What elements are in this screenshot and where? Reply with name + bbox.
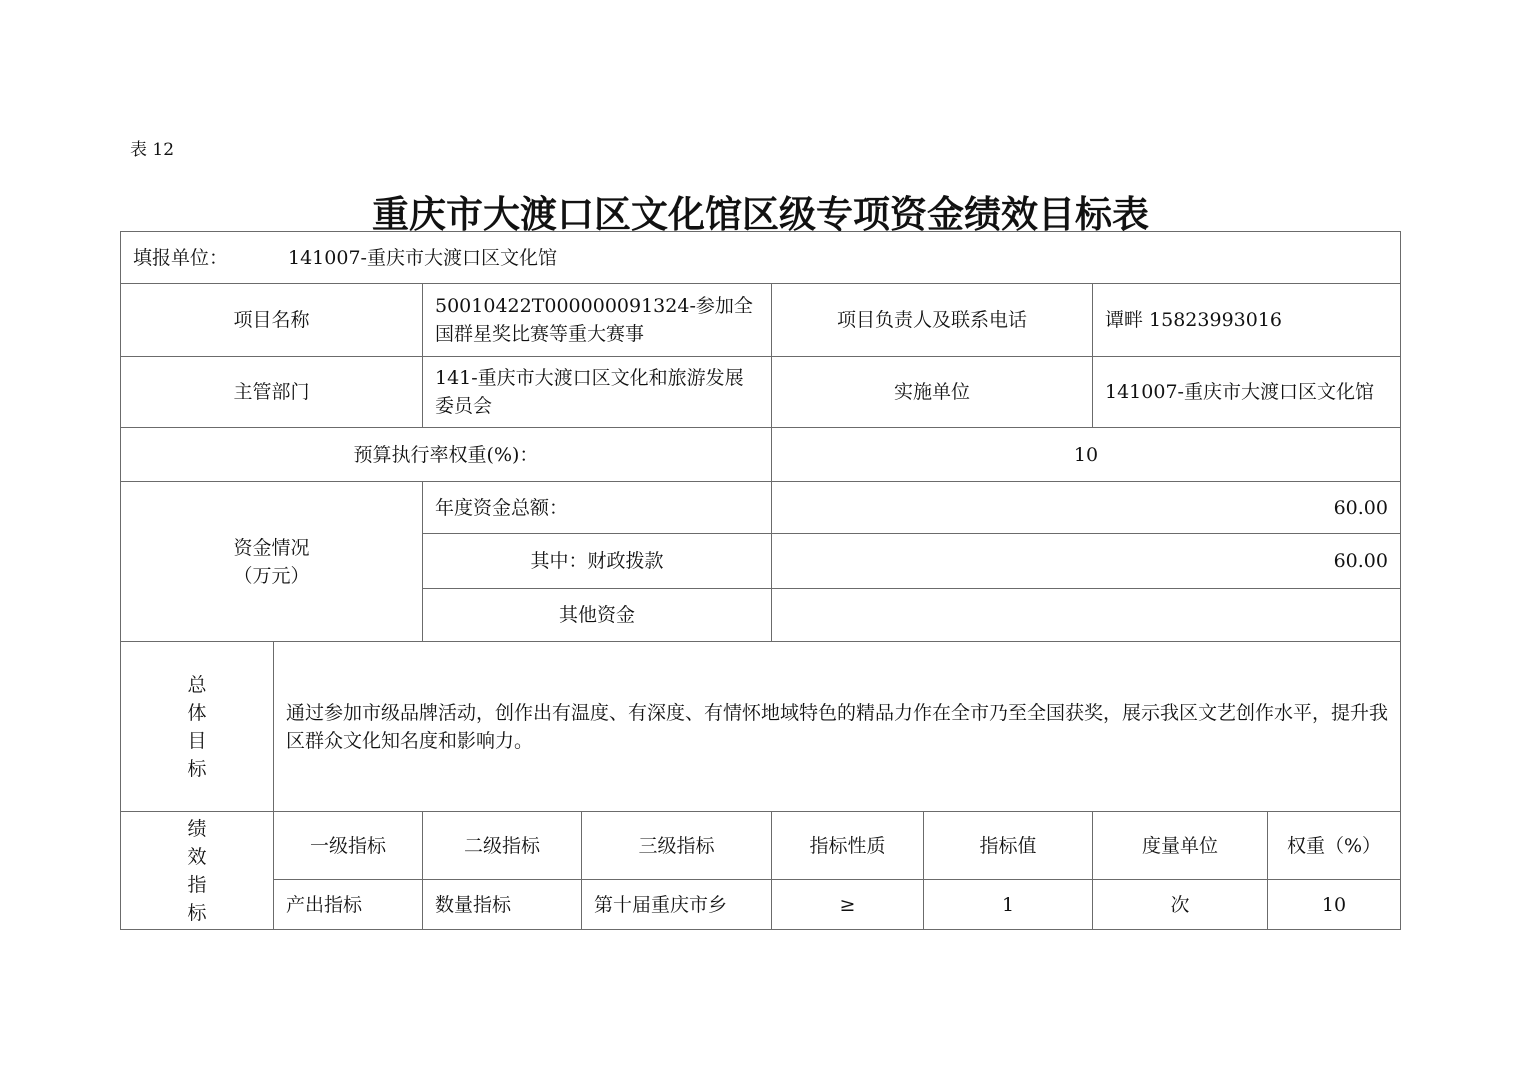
fiscal-allocation-value: 60.00 bbox=[771, 533, 1401, 589]
indicator-header: 三级指标 bbox=[581, 811, 772, 880]
document-title: 重庆市大渡口区文化馆区级专项资金绩效目标表 bbox=[372, 193, 1149, 236]
overall-goal-label-char: 体 bbox=[187, 701, 207, 724]
indicator-header: 度量单位 bbox=[1092, 811, 1268, 880]
performance-target-table bbox=[120, 231, 1401, 930]
performance-indicators-label-char: 效 bbox=[187, 845, 207, 868]
indicator-header: 指标值 bbox=[923, 811, 1093, 880]
indicator-cell: 次 bbox=[1092, 879, 1268, 930]
project-leader-label: 项目负责人及联系电话 bbox=[771, 283, 1093, 357]
indicator-header: 指标性质 bbox=[771, 811, 924, 880]
performance-indicators-label-char: 标 bbox=[187, 901, 207, 924]
overall-goal-label-char: 目 bbox=[187, 729, 207, 752]
budget-rate-value: 10 bbox=[771, 427, 1401, 482]
fiscal-allocation-label: 其中：财政拨款 bbox=[422, 533, 772, 589]
other-funds-value bbox=[771, 588, 1401, 642]
indicator-cell: 1 bbox=[923, 879, 1093, 930]
indicator-cell: 数量指标 bbox=[422, 879, 582, 930]
department-label: 主管部门 bbox=[120, 356, 423, 428]
funds-label-line2: （万元） bbox=[233, 564, 310, 587]
annual-total-label: 年度资金总额： bbox=[422, 481, 772, 534]
overall-goal-label bbox=[120, 641, 274, 812]
indicator-header: 权重（%） bbox=[1267, 811, 1401, 880]
project-name-label: 项目名称 bbox=[120, 283, 423, 357]
department-value: 141-重庆市大渡口区文化和旅游发展委员会 bbox=[422, 356, 772, 428]
overall-goal-label-char: 总 bbox=[187, 673, 207, 696]
reporting-unit-value: 141007-重庆市大渡口区文化馆 bbox=[288, 246, 557, 269]
indicator-cell: ≥ bbox=[771, 879, 924, 930]
indicator-cell: 第十届重庆市乡 bbox=[581, 879, 772, 930]
indicator-cell: 产出指标 bbox=[273, 879, 423, 930]
performance-indicators-label-char: 绩 bbox=[187, 817, 207, 840]
indicator-cell: 10 bbox=[1267, 879, 1401, 930]
performance-indicators-label-char: 指 bbox=[187, 873, 207, 896]
annual-total-value: 60.00 bbox=[771, 481, 1401, 534]
funds-label bbox=[120, 481, 423, 642]
project-name-value: 50010422T000000091324-参加全国群星奖比赛等重大赛事 bbox=[422, 283, 772, 357]
implementing-unit-label: 实施单位 bbox=[771, 356, 1093, 428]
indicator-header: 二级指标 bbox=[422, 811, 582, 880]
reporting-unit-row bbox=[120, 231, 1401, 284]
table-number: 表 12 bbox=[130, 140, 175, 160]
other-funds-label: 其他资金 bbox=[422, 588, 772, 642]
implementing-unit-value: 141007-重庆市大渡口区文化馆 bbox=[1092, 356, 1401, 428]
overall-goal-text: 通过参加市级品牌活动，创作出有温度、有深度、有情怀地域特色的精品力作在全市乃至全国获奖，展示我区文艺创作水平，提升我区群众文化知名度和影响力。 bbox=[273, 641, 1401, 812]
funds-label-line1: 资金情况 bbox=[233, 536, 310, 559]
indicator-header: 一级指标 bbox=[273, 811, 423, 880]
budget-rate-label: 预算执行率权重(%)： bbox=[120, 427, 772, 482]
performance-indicators-label bbox=[120, 811, 274, 930]
reporting-unit-label: 填报单位： bbox=[133, 246, 229, 269]
project-leader-value: 谭畔 15823993016 bbox=[1092, 283, 1401, 357]
overall-goal-label-char: 标 bbox=[187, 757, 207, 780]
